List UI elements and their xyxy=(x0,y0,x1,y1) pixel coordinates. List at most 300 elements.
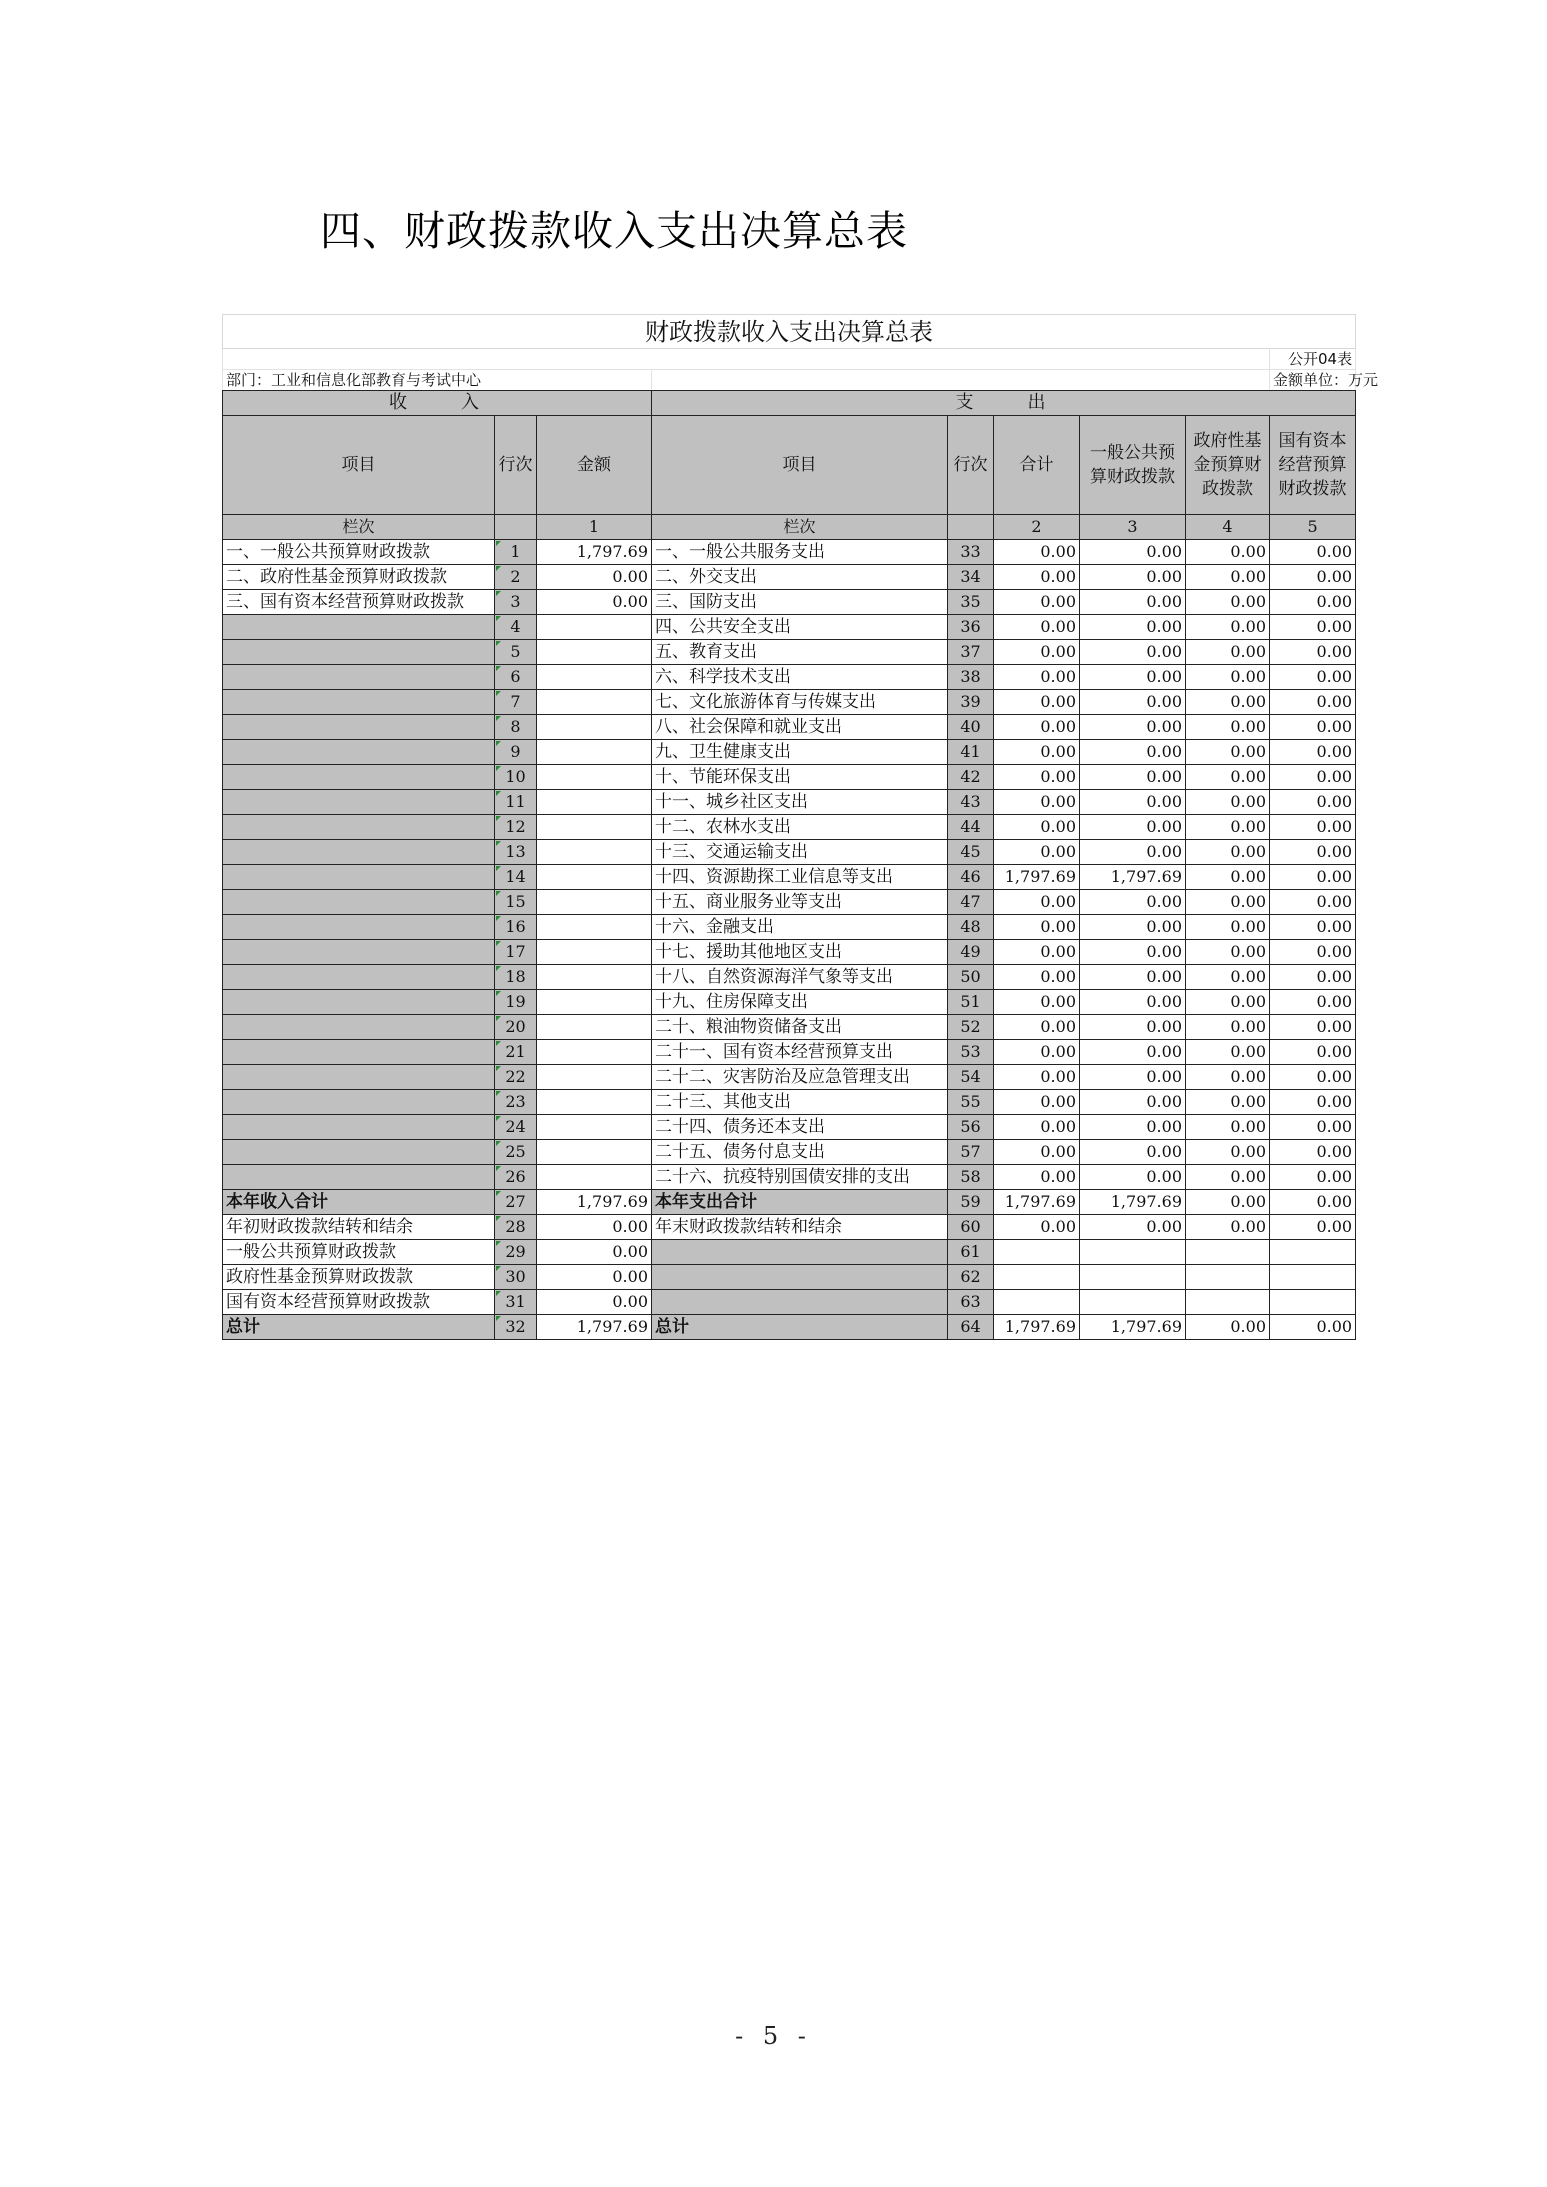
income-line-number: 18 xyxy=(495,965,537,990)
income-item: 三、国有资本经营预算财政拨款 xyxy=(223,590,495,615)
expense-line-number: 33 xyxy=(948,540,994,565)
table-row xyxy=(223,615,1356,640)
expense-total: 0.00 xyxy=(994,590,1080,615)
expense-line-number: 56 xyxy=(948,1115,994,1140)
expense-state-capital xyxy=(1270,1265,1356,1290)
expense-general-public: 0.00 xyxy=(1080,740,1186,765)
page-number: - 5 - xyxy=(735,2022,812,2050)
table-row xyxy=(223,640,1356,665)
expense-gov-fund: 0.00 xyxy=(1186,990,1270,1015)
column-index: 5 xyxy=(1270,515,1356,540)
expense-line-number: 40 xyxy=(948,715,994,740)
fiscal-appropriation-table xyxy=(222,314,1379,1340)
income-item xyxy=(223,690,495,715)
expense-total xyxy=(994,1265,1080,1290)
expense-state-capital: 0.00 xyxy=(1270,640,1356,665)
expense-total: 0.00 xyxy=(994,1140,1080,1165)
header-state-capital-budget: 国有资本经营预算财政拨款 xyxy=(1270,416,1356,515)
expense-general-public: 1,797.69 xyxy=(1080,1315,1186,1340)
expense-item: 三、国防支出 xyxy=(652,590,948,615)
expense-item: 九、卫生健康支出 xyxy=(652,740,948,765)
expense-gov-fund: 0.00 xyxy=(1186,1190,1270,1215)
expense-item: 六、科学技术支出 xyxy=(652,665,948,690)
expense-state-capital: 0.00 xyxy=(1270,665,1356,690)
income-amount xyxy=(537,1090,652,1115)
income-item xyxy=(223,990,495,1015)
expense-general-public: 0.00 xyxy=(1080,715,1186,740)
expense-gov-fund: 0.00 xyxy=(1186,640,1270,665)
expense-state-capital: 0.00 xyxy=(1270,865,1356,890)
expense-line-number: 35 xyxy=(948,590,994,615)
expense-gov-fund: 0.00 xyxy=(1186,615,1270,640)
income-amount xyxy=(537,640,652,665)
header-line: 行次 xyxy=(495,416,537,515)
income-amount xyxy=(537,665,652,690)
table-row xyxy=(223,1115,1356,1140)
expense-gov-fund: 0.00 xyxy=(1186,540,1270,565)
expense-gov-fund: 0.00 xyxy=(1186,840,1270,865)
expense-item: 十八、自然资源海洋气象等支出 xyxy=(652,965,948,990)
expense-total: 0.00 xyxy=(994,1040,1080,1065)
income-item xyxy=(223,1065,495,1090)
income-item xyxy=(223,1040,495,1065)
table-row xyxy=(223,1165,1356,1190)
expense-total: 0.00 xyxy=(994,1165,1080,1190)
income-amount xyxy=(537,790,652,815)
expense-total: 0.00 xyxy=(994,840,1080,865)
expense-total: 0.00 xyxy=(994,1065,1080,1090)
expense-gov-fund: 0.00 xyxy=(1186,765,1270,790)
expense-gov-fund: 0.00 xyxy=(1186,815,1270,840)
income-item xyxy=(223,965,495,990)
expense-state-capital: 0.00 xyxy=(1270,715,1356,740)
income-line-number: 28 xyxy=(495,1215,537,1240)
income-item xyxy=(223,765,495,790)
expense-item: 十一、城乡社区支出 xyxy=(652,790,948,815)
expense-item: 二十三、其他支出 xyxy=(652,1090,948,1115)
expense-gov-fund: 0.00 xyxy=(1186,715,1270,740)
expense-line-number: 34 xyxy=(948,565,994,590)
expense-state-capital: 0.00 xyxy=(1270,1315,1356,1340)
expense-line-number: 43 xyxy=(948,790,994,815)
header-line: 行次 xyxy=(948,416,994,515)
expense-state-capital: 0.00 xyxy=(1270,890,1356,915)
income-line-number: 16 xyxy=(495,915,537,940)
income-item: 二、政府性基金预算财政拨款 xyxy=(223,565,495,590)
income-item: 本年收入合计 xyxy=(223,1190,495,1215)
expense-item xyxy=(652,1290,948,1315)
expense-state-capital: 0.00 xyxy=(1270,840,1356,865)
table-row xyxy=(223,715,1356,740)
expense-total: 0.00 xyxy=(994,1215,1080,1240)
income-line-number: 23 xyxy=(495,1090,537,1115)
table-row xyxy=(223,590,1356,615)
expense-gov-fund: 0.00 xyxy=(1186,565,1270,590)
income-line-number: 15 xyxy=(495,890,537,915)
expense-line-number: 50 xyxy=(948,965,994,990)
expense-line-number: 46 xyxy=(948,865,994,890)
expense-general-public: 0.00 xyxy=(1080,640,1186,665)
expense-item: 十六、金融支出 xyxy=(652,915,948,940)
income-item xyxy=(223,915,495,940)
expense-general-public: 0.00 xyxy=(1080,1015,1186,1040)
expense-total: 0.00 xyxy=(994,690,1080,715)
income-amount xyxy=(537,865,652,890)
expense-general-public: 0.00 xyxy=(1080,540,1186,565)
income-line-number: 22 xyxy=(495,1065,537,1090)
expense-state-capital: 0.00 xyxy=(1270,990,1356,1015)
expense-gov-fund: 0.00 xyxy=(1186,740,1270,765)
carryover-row xyxy=(223,1290,1356,1315)
expense-general-public: 0.00 xyxy=(1080,1090,1186,1115)
expense-general-public: 0.00 xyxy=(1080,765,1186,790)
column-index: 3 xyxy=(1080,515,1186,540)
income-amount: 0.00 xyxy=(537,1290,652,1315)
expense-item: 二十一、国有资本经营预算支出 xyxy=(652,1040,948,1065)
expense-item: 二十四、债务还本支出 xyxy=(652,1115,948,1140)
expense-general-public: 0.00 xyxy=(1080,565,1186,590)
table-row xyxy=(223,840,1356,865)
expense-line-number: 38 xyxy=(948,665,994,690)
income-item xyxy=(223,715,495,740)
table-row xyxy=(223,940,1356,965)
expense-line-number: 61 xyxy=(948,1240,994,1265)
income-line-number: 31 xyxy=(495,1290,537,1315)
income-item xyxy=(223,1140,495,1165)
expense-general-public: 0.00 xyxy=(1080,965,1186,990)
income-line-number: 24 xyxy=(495,1115,537,1140)
expense-item xyxy=(652,1265,948,1290)
income-item xyxy=(223,1015,495,1040)
expense-line-number: 36 xyxy=(948,615,994,640)
expense-item: 年末财政拨款结转和结余 xyxy=(652,1215,948,1240)
expense-item: 十四、资源勘探工业信息等支出 xyxy=(652,865,948,890)
expense-state-capital: 0.00 xyxy=(1270,540,1356,565)
expense-item: 五、教育支出 xyxy=(652,640,948,665)
column-index-label: 栏次 xyxy=(652,515,948,540)
expense-state-capital: 0.00 xyxy=(1270,690,1356,715)
expense-item: 二、外交支出 xyxy=(652,565,948,590)
table-row xyxy=(223,890,1356,915)
header-general-public-budget: 一般公共预算财政拨款 xyxy=(1080,416,1186,515)
expense-section-header: 支 出 xyxy=(652,391,1356,416)
table-row xyxy=(223,790,1356,815)
income-line-number: 10 xyxy=(495,765,537,790)
table-row xyxy=(223,865,1356,890)
expense-item: 四、公共安全支出 xyxy=(652,615,948,640)
income-item xyxy=(223,840,495,865)
grand-total-row xyxy=(223,1315,1356,1340)
income-item xyxy=(223,1090,495,1115)
expense-line-number: 52 xyxy=(948,1015,994,1040)
income-line-number: 12 xyxy=(495,815,537,840)
expense-gov-fund: 0.00 xyxy=(1186,1090,1270,1115)
expense-total: 0.00 xyxy=(994,790,1080,815)
expense-general-public: 0.00 xyxy=(1080,1040,1186,1065)
expense-item: 八、社会保障和就业支出 xyxy=(652,715,948,740)
expense-general-public: 0.00 xyxy=(1080,890,1186,915)
income-amount: 1,797.69 xyxy=(537,540,652,565)
expense-line-number: 47 xyxy=(948,890,994,915)
expense-total: 0.00 xyxy=(994,565,1080,590)
expense-gov-fund: 0.00 xyxy=(1186,1315,1270,1340)
expense-item: 本年支出合计 xyxy=(652,1190,948,1215)
expense-gov-fund: 0.00 xyxy=(1186,1215,1270,1240)
expense-item: 十七、援助其他地区支出 xyxy=(652,940,948,965)
column-index: 4 xyxy=(1186,515,1270,540)
expense-gov-fund: 0.00 xyxy=(1186,915,1270,940)
expense-item: 十九、住房保障支出 xyxy=(652,990,948,1015)
expense-general-public: 0.00 xyxy=(1080,990,1186,1015)
expense-state-capital: 0.00 xyxy=(1270,565,1356,590)
expense-state-capital xyxy=(1270,1290,1356,1315)
expense-line-number: 44 xyxy=(948,815,994,840)
expense-gov-fund: 0.00 xyxy=(1186,1015,1270,1040)
column-index: 1 xyxy=(537,515,652,540)
unit-label: 金额单位：万元 xyxy=(1270,370,1356,391)
expense-item: 二十二、灾害防治及应急管理支出 xyxy=(652,1065,948,1090)
expense-state-capital: 0.00 xyxy=(1270,1215,1356,1240)
expense-total xyxy=(994,1240,1080,1265)
expense-general-public: 0.00 xyxy=(1080,1140,1186,1165)
income-item xyxy=(223,890,495,915)
carryover-row xyxy=(223,1215,1356,1240)
income-amount xyxy=(537,840,652,865)
expense-total: 0.00 xyxy=(994,965,1080,990)
table-row xyxy=(223,965,1356,990)
expense-item: 二十六、抗疫特别国债安排的支出 xyxy=(652,1165,948,1190)
expense-general-public: 0.00 xyxy=(1080,1115,1186,1140)
expense-general-public: 0.00 xyxy=(1080,590,1186,615)
expense-state-capital: 0.00 xyxy=(1270,940,1356,965)
income-line-number: 2 xyxy=(495,565,537,590)
expense-line-number: 51 xyxy=(948,990,994,1015)
income-amount: 1,797.69 xyxy=(537,1315,652,1340)
income-amount: 0.00 xyxy=(537,565,652,590)
income-item: 国有资本经营预算财政拨款 xyxy=(223,1290,495,1315)
expense-gov-fund: 0.00 xyxy=(1186,1065,1270,1090)
table-row xyxy=(223,690,1356,715)
expense-line-number: 53 xyxy=(948,1040,994,1065)
expense-state-capital: 0.00 xyxy=(1270,1040,1356,1065)
carryover-row xyxy=(223,1240,1356,1265)
year-total-row xyxy=(223,1190,1356,1215)
expense-state-capital: 0.00 xyxy=(1270,1115,1356,1140)
expense-state-capital: 0.00 xyxy=(1270,1065,1356,1090)
income-amount xyxy=(537,1065,652,1090)
expense-gov-fund: 0.00 xyxy=(1186,1140,1270,1165)
income-line-number: 1 xyxy=(495,540,537,565)
income-line-number: 20 xyxy=(495,1015,537,1040)
column-index-label: 栏次 xyxy=(223,515,495,540)
expense-total: 0.00 xyxy=(994,1090,1080,1115)
expense-general-public: 0.00 xyxy=(1080,915,1186,940)
income-section-header: 收 入 xyxy=(223,391,652,416)
income-item xyxy=(223,1115,495,1140)
expense-gov-fund: 0.00 xyxy=(1186,790,1270,815)
income-amount xyxy=(537,815,652,840)
expense-item: 十五、商业服务业等支出 xyxy=(652,890,948,915)
expense-gov-fund xyxy=(1186,1290,1270,1315)
income-line-number: 25 xyxy=(495,1140,537,1165)
expense-general-public xyxy=(1080,1240,1186,1265)
expense-total: 1,797.69 xyxy=(994,865,1080,890)
table-row xyxy=(223,1140,1356,1165)
income-line-number: 30 xyxy=(495,1265,537,1290)
expense-gov-fund: 0.00 xyxy=(1186,590,1270,615)
income-amount xyxy=(537,765,652,790)
income-line-number: 11 xyxy=(495,790,537,815)
expense-gov-fund xyxy=(1186,1240,1270,1265)
expense-general-public: 0.00 xyxy=(1080,615,1186,640)
expense-total: 0.00 xyxy=(994,615,1080,640)
header-gov-fund-budget: 政府性基金预算财政拨款 xyxy=(1186,416,1270,515)
income-line-number: 32 xyxy=(495,1315,537,1340)
income-item xyxy=(223,1165,495,1190)
income-line-number: 29 xyxy=(495,1240,537,1265)
carryover-row xyxy=(223,1265,1356,1290)
expense-general-public xyxy=(1080,1265,1186,1290)
expense-gov-fund: 0.00 xyxy=(1186,1040,1270,1065)
expense-general-public: 0.00 xyxy=(1080,665,1186,690)
table-row xyxy=(223,1040,1356,1065)
table-row xyxy=(223,815,1356,840)
header-item: 项目 xyxy=(223,416,495,515)
income-item xyxy=(223,865,495,890)
income-item: 政府性基金预算财政拨款 xyxy=(223,1265,495,1290)
table-row xyxy=(223,1090,1356,1115)
income-amount: 0.00 xyxy=(537,1215,652,1240)
income-item xyxy=(223,815,495,840)
expense-state-capital: 0.00 xyxy=(1270,815,1356,840)
expense-gov-fund xyxy=(1186,1265,1270,1290)
expense-item: 十二、农林水支出 xyxy=(652,815,948,840)
table-title: 财政拨款收入支出决算总表 xyxy=(223,315,1356,349)
income-line-number: 26 xyxy=(495,1165,537,1190)
income-amount xyxy=(537,1040,652,1065)
expense-total: 1,797.69 xyxy=(994,1315,1080,1340)
income-amount xyxy=(537,615,652,640)
expense-item: 总计 xyxy=(652,1315,948,1340)
income-item: 年初财政拨款结转和结余 xyxy=(223,1215,495,1240)
income-amount: 1,797.69 xyxy=(537,1190,652,1215)
income-amount xyxy=(537,690,652,715)
expense-line-number: 37 xyxy=(948,640,994,665)
income-amount xyxy=(537,1165,652,1190)
expense-gov-fund: 0.00 xyxy=(1186,965,1270,990)
income-line-number: 19 xyxy=(495,990,537,1015)
expense-line-number: 48 xyxy=(948,915,994,940)
expense-general-public: 0.00 xyxy=(1080,1065,1186,1090)
income-amount: 0.00 xyxy=(537,1240,652,1265)
income-line-number: 3 xyxy=(495,590,537,615)
table-row xyxy=(223,540,1356,565)
table-row xyxy=(223,915,1356,940)
income-amount xyxy=(537,715,652,740)
income-amount xyxy=(537,1140,652,1165)
expense-general-public: 1,797.69 xyxy=(1080,1190,1186,1215)
expense-item: 十三、交通运输支出 xyxy=(652,840,948,865)
expense-state-capital: 0.00 xyxy=(1270,1165,1356,1190)
expense-line-number: 55 xyxy=(948,1090,994,1115)
expense-state-capital xyxy=(1270,1240,1356,1265)
income-line-number: 14 xyxy=(495,865,537,890)
expense-total: 0.00 xyxy=(994,990,1080,1015)
income-amount xyxy=(537,915,652,940)
expense-item: 十、节能环保支出 xyxy=(652,765,948,790)
table-row xyxy=(223,1065,1356,1090)
expense-total: 0.00 xyxy=(994,915,1080,940)
expense-general-public xyxy=(1080,1290,1186,1315)
income-line-number: 27 xyxy=(495,1190,537,1215)
expense-total: 0.00 xyxy=(994,1015,1080,1040)
income-line-number: 9 xyxy=(495,740,537,765)
expense-line-number: 42 xyxy=(948,765,994,790)
expense-state-capital: 0.00 xyxy=(1270,590,1356,615)
expense-gov-fund: 0.00 xyxy=(1186,865,1270,890)
expense-state-capital: 0.00 xyxy=(1270,1090,1356,1115)
expense-general-public: 1,797.69 xyxy=(1080,865,1186,890)
expense-gov-fund: 0.00 xyxy=(1186,890,1270,915)
expense-gov-fund: 0.00 xyxy=(1186,1115,1270,1140)
expense-item: 一、一般公共服务支出 xyxy=(652,540,948,565)
expense-line-number: 63 xyxy=(948,1290,994,1315)
expense-gov-fund: 0.00 xyxy=(1186,1165,1270,1190)
income-amount xyxy=(537,890,652,915)
expense-total: 0.00 xyxy=(994,765,1080,790)
expense-line-number: 49 xyxy=(948,940,994,965)
expense-line-number: 39 xyxy=(948,690,994,715)
expense-state-capital: 0.00 xyxy=(1270,1140,1356,1165)
expense-total: 0.00 xyxy=(994,540,1080,565)
income-item xyxy=(223,740,495,765)
expense-total: 0.00 xyxy=(994,640,1080,665)
table-row xyxy=(223,665,1356,690)
income-line-number: 21 xyxy=(495,1040,537,1065)
income-amount: 0.00 xyxy=(537,1265,652,1290)
expense-total: 0.00 xyxy=(994,665,1080,690)
expense-general-public: 0.00 xyxy=(1080,1215,1186,1240)
expense-line-number: 54 xyxy=(948,1065,994,1090)
expense-general-public: 0.00 xyxy=(1080,790,1186,815)
expense-total: 0.00 xyxy=(994,740,1080,765)
expense-total: 1,797.69 xyxy=(994,1190,1080,1215)
expense-total: 0.00 xyxy=(994,890,1080,915)
income-item xyxy=(223,640,495,665)
income-item xyxy=(223,790,495,815)
expense-total: 0.00 xyxy=(994,715,1080,740)
expense-gov-fund: 0.00 xyxy=(1186,690,1270,715)
income-item: 总计 xyxy=(223,1315,495,1340)
table-row xyxy=(223,565,1356,590)
expense-total: 0.00 xyxy=(994,1115,1080,1140)
income-line-number: 17 xyxy=(495,940,537,965)
expense-line-number: 41 xyxy=(948,740,994,765)
column-index: 2 xyxy=(994,515,1080,540)
expense-state-capital: 0.00 xyxy=(1270,1190,1356,1215)
expense-line-number: 62 xyxy=(948,1265,994,1290)
expense-line-number: 57 xyxy=(948,1140,994,1165)
income-line-number: 7 xyxy=(495,690,537,715)
expense-state-capital: 0.00 xyxy=(1270,915,1356,940)
department-label: 部门：工业和信息化部教育与考试中心 xyxy=(223,370,652,391)
table-row xyxy=(223,740,1356,765)
expense-item xyxy=(652,1240,948,1265)
expense-state-capital: 0.00 xyxy=(1270,615,1356,640)
header-item: 项目 xyxy=(652,416,948,515)
income-item xyxy=(223,665,495,690)
income-line-number: 8 xyxy=(495,715,537,740)
